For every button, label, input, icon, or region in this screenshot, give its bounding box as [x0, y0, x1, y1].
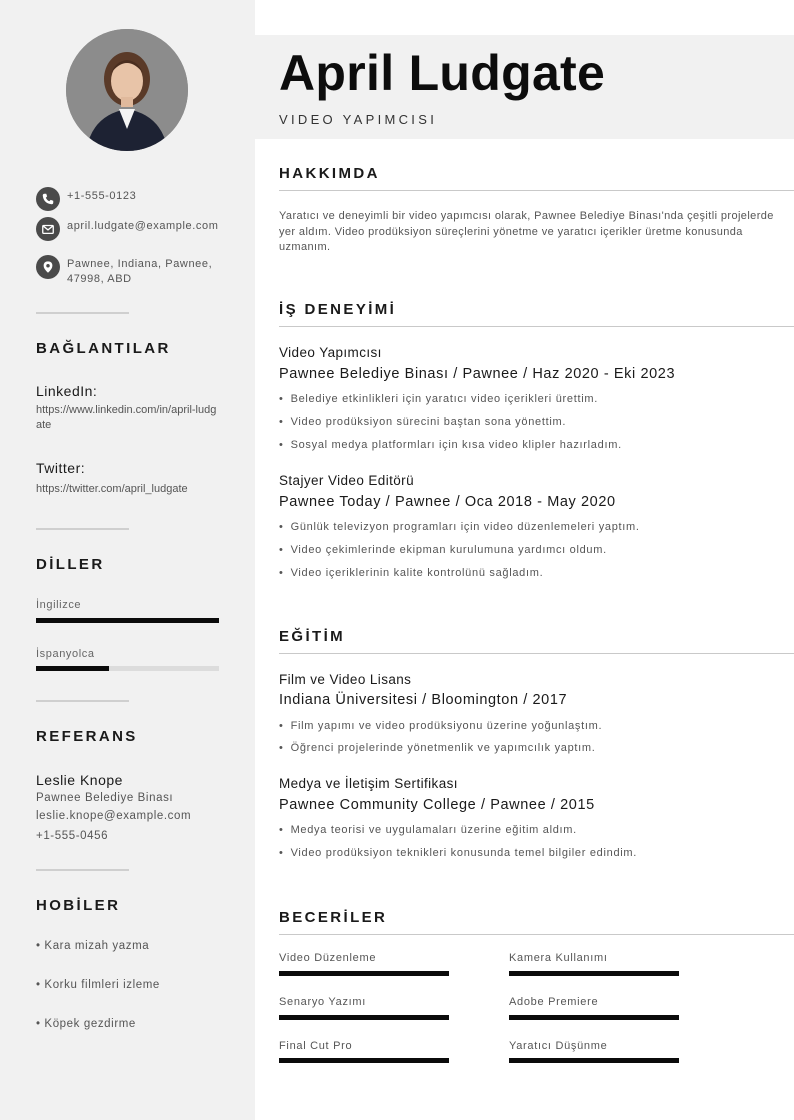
skill-name: Senaryo Yazımı [279, 996, 367, 1008]
skill-name: Adobe Premiere [509, 996, 599, 1008]
experience-heading: İŞ DENEYİMİ [279, 301, 397, 318]
twitter-link[interactable]: https://twitter.com/april_ludgate [36, 483, 188, 495]
skill-name: Video Düzenleme [279, 952, 377, 964]
portrait-image [66, 29, 188, 151]
about-text: Yaratıcı ve deneyimli bir video yapımcısı olarak, Pawnee Belediye Binası'nda çeşitli projelerde yer aldım. Video prodüksiyon süreçlerini yönetme ve yaratıcı içerikler üretme konusunda uzmanım. [279, 210, 774, 253]
section-rule [279, 653, 794, 654]
person-name: April Ludgate [279, 45, 606, 101]
section-rule [279, 190, 794, 191]
experience-bullet: • Video içeriklerinin kalite kontrolünü sağladım. [279, 567, 543, 579]
education-bullet: • Öğrenci projelerinde yönetmenlik ve yapımcılık yaptım. [279, 742, 596, 754]
skill-level-bar [509, 971, 679, 976]
envelope-icon [36, 217, 60, 241]
skill-level-bar [279, 1058, 449, 1063]
skill-name: Kamera Kullanımı [509, 952, 608, 964]
education-bullet: • Film yapımı ve video prodüksiyonu üzerine yoğunlaştım. [279, 720, 602, 732]
language-level-fill [36, 666, 109, 671]
sidebar-divider [36, 700, 129, 702]
education-bullet: • Medya teorisi ve uygulamaları üzerine eğitim aldım. [279, 824, 577, 836]
experience-bullet: • Günlük televizyon programları için video düzenlemeleri yaptım. [279, 521, 640, 533]
profile-photo [66, 29, 188, 151]
section-rule [279, 326, 794, 327]
section-rule [279, 934, 794, 935]
experience-bullet: • Belediye etkinlikleri için yaratıcı video içerikleri ürettim. [279, 393, 598, 405]
education-meta: Indiana Üniversitesi / Bloomington / 2017 [279, 692, 568, 708]
experience-meta: Pawnee Belediye Binası / Pawnee / Haz 2020 - Eki 2023 [279, 366, 676, 382]
experience-title: Stajyer Video Editörü [279, 473, 414, 488]
skill-level-bar [509, 1058, 679, 1063]
language-name: İspanyolca [36, 648, 95, 660]
location-pin-icon [36, 255, 60, 279]
sidebar-divider [36, 528, 129, 530]
sidebar-divider [36, 869, 129, 871]
languages-heading: DİLLER [36, 556, 105, 573]
linkedin-link[interactable]: https://www.linkedin.com/in/april-ludgate [36, 404, 217, 431]
email-text[interactable]: april.ludgate@example.com [67, 220, 219, 232]
reference-org: Pawnee Belediye Binası [36, 792, 174, 804]
phone-text: +1-555-0123 [67, 190, 137, 202]
education-heading: EĞİTİM [279, 628, 346, 645]
experience-bullet: • Video çekimlerinde ekipman kurulumuna yardımcı oldum. [279, 544, 607, 556]
reference-heading: REFERANS [36, 728, 138, 745]
experience-bullet: • Video prodüksiyon sürecini baştan sona yönettim. [279, 416, 566, 428]
sidebar-divider [36, 312, 129, 314]
links-heading: BAĞLANTILAR [36, 340, 171, 357]
contact-phone [36, 189, 221, 211]
reference-email[interactable]: leslie.knope@example.com [36, 810, 192, 822]
contact-address [36, 257, 221, 287]
hobby-item: • Kara mizah yazma [36, 940, 150, 952]
phone-icon [36, 187, 60, 211]
language-name: İngilizce [36, 599, 82, 611]
skill-level-bar [279, 1015, 449, 1020]
skill-name: Yaratıcı Düşünme [509, 1040, 608, 1052]
education-title: Medya ve İletişim Sertifikası [279, 776, 458, 791]
experience-bullet: • Sosyal medya platformları için kısa video klipler hazırladım. [279, 439, 622, 451]
about-heading: HAKKIMDA [279, 165, 380, 182]
language-level-bar [36, 666, 219, 671]
hobby-item: • Korku filmleri izleme [36, 979, 160, 991]
hobby-item: • Köpek gezdirme [36, 1018, 136, 1030]
skill-level-bar [279, 971, 449, 976]
language-level-fill [36, 618, 219, 623]
language-level-bar [36, 618, 219, 623]
twitter-label: Twitter: [36, 460, 86, 476]
job-title: VIDEO YAPIMCISI [279, 112, 438, 127]
hobbies-heading: HOBİLER [36, 897, 121, 914]
contact-email [36, 219, 221, 241]
education-bullet: • Video prodüksiyon teknikleri konusunda temel bilgiler edindim. [279, 847, 637, 859]
reference-name: Leslie Knope [36, 772, 123, 788]
skill-level-bar [509, 1015, 679, 1020]
skills-heading: BECERİLER [279, 909, 388, 926]
linkedin-label: LinkedIn: [36, 383, 98, 399]
reference-phone: +1-555-0456 [36, 830, 109, 842]
skill-name: Final Cut Pro [279, 1040, 353, 1052]
experience-meta: Pawnee Today / Pawnee / Oca 2018 - May 2020 [279, 494, 616, 510]
education-title: Film ve Video Lisans [279, 672, 412, 687]
education-meta: Pawnee Community College / Pawnee / 2015 [279, 797, 595, 813]
address-text: Pawnee, Indiana, Pawnee, 47998, ABD [67, 258, 213, 285]
experience-title: Video Yapımcısı [279, 345, 382, 360]
